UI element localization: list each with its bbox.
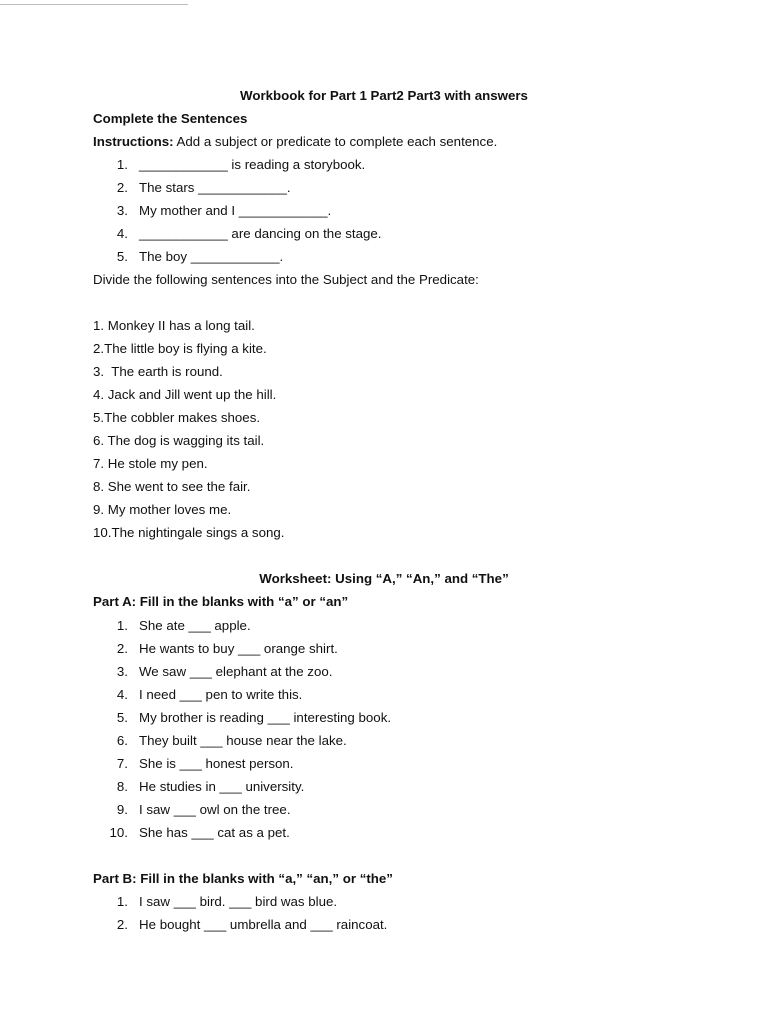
list-item-number: 3. [116, 203, 128, 218]
list-item: She is ___ honest person. [139, 756, 294, 771]
list-item-number: 10. [109, 825, 128, 840]
top-divider [0, 4, 188, 5]
list-item-number: 3. [116, 664, 128, 679]
instructions-text: Add a subject or predicate to complete each sentence. [173, 134, 498, 149]
list-item-number: 9. [116, 802, 128, 817]
part-a-heading: Part A: Fill in the blanks with “a” or “an” [93, 594, 349, 609]
list-item: I saw ___ bird. ___ bird was blue. [139, 894, 338, 909]
list-item: 8. She went to see the fair. [93, 479, 251, 494]
list-item-number: 6. [116, 733, 128, 748]
list-item: He studies in ___ university. [139, 779, 305, 794]
section-heading-complete-sentences: Complete the Sentences [93, 111, 248, 126]
list-item: ____________ is reading a storybook. [139, 157, 366, 172]
list-item: She ate ___ apple. [139, 618, 251, 633]
list-item-number: 2. [116, 180, 128, 195]
subject-predicate-intro: Divide the following sentences into the Subject and the Predicate: [93, 272, 479, 287]
list-item: 1. Monkey II has a long tail. [93, 318, 255, 333]
list-item: My mother and I ____________. [139, 203, 332, 218]
worksheet-title: Worksheet: Using “A,” “An,” and “The” [259, 571, 509, 586]
list-item: He bought ___ umbrella and ___ raincoat. [139, 917, 388, 932]
list-item: 3. The earth is round. [93, 364, 223, 379]
list-item-number: 7. [116, 756, 128, 771]
list-item: ____________ are dancing on the stage. [139, 226, 382, 241]
list-item: 2.The little boy is flying a kite. [93, 341, 267, 356]
list-item: 6. The dog is wagging its tail. [93, 433, 265, 448]
instructions-line [93, 134, 497, 150]
list-item-number: 2. [116, 641, 128, 656]
list-item-number: 1. [116, 618, 128, 633]
list-item-number: 1. [116, 157, 128, 172]
list-item-number: 4. [116, 687, 128, 702]
page-title: Workbook for Part 1 Part2 Part3 with answers [240, 88, 528, 103]
list-item: My brother is reading ___ interesting book. [139, 710, 392, 725]
list-item: He wants to buy ___ orange shirt. [139, 641, 338, 656]
instructions-label: Instructions: [93, 134, 174, 149]
list-item-number: 5. [116, 710, 128, 725]
list-item-number: 5. [116, 249, 128, 264]
list-item: 10.The nightingale sings a song. [93, 525, 285, 540]
list-item-number: 2. [116, 917, 128, 932]
list-item-number: 8. [116, 779, 128, 794]
list-item: They built ___ house near the lake. [139, 733, 347, 748]
list-item: I need ___ pen to write this. [139, 687, 303, 702]
list-item: The boy ____________. [139, 249, 284, 264]
list-item: The stars ____________. [139, 180, 291, 195]
list-item: We saw ___ elephant at the zoo. [139, 664, 333, 679]
list-item-number: 1. [116, 894, 128, 909]
part-b-heading: Part B: Fill in the blanks with “a,” “an,” or “the” [93, 871, 393, 886]
list-item: 4. Jack and Jill went up the hill. [93, 387, 277, 402]
list-item: She has ___ cat as a pet. [139, 825, 290, 840]
list-item: 9. My mother loves me. [93, 502, 232, 517]
list-item: I saw ___ owl on the tree. [139, 802, 291, 817]
list-item: 5.The cobbler makes shoes. [93, 410, 261, 425]
list-item: 7. He stole my pen. [93, 456, 208, 471]
list-item-number: 4. [116, 226, 128, 241]
